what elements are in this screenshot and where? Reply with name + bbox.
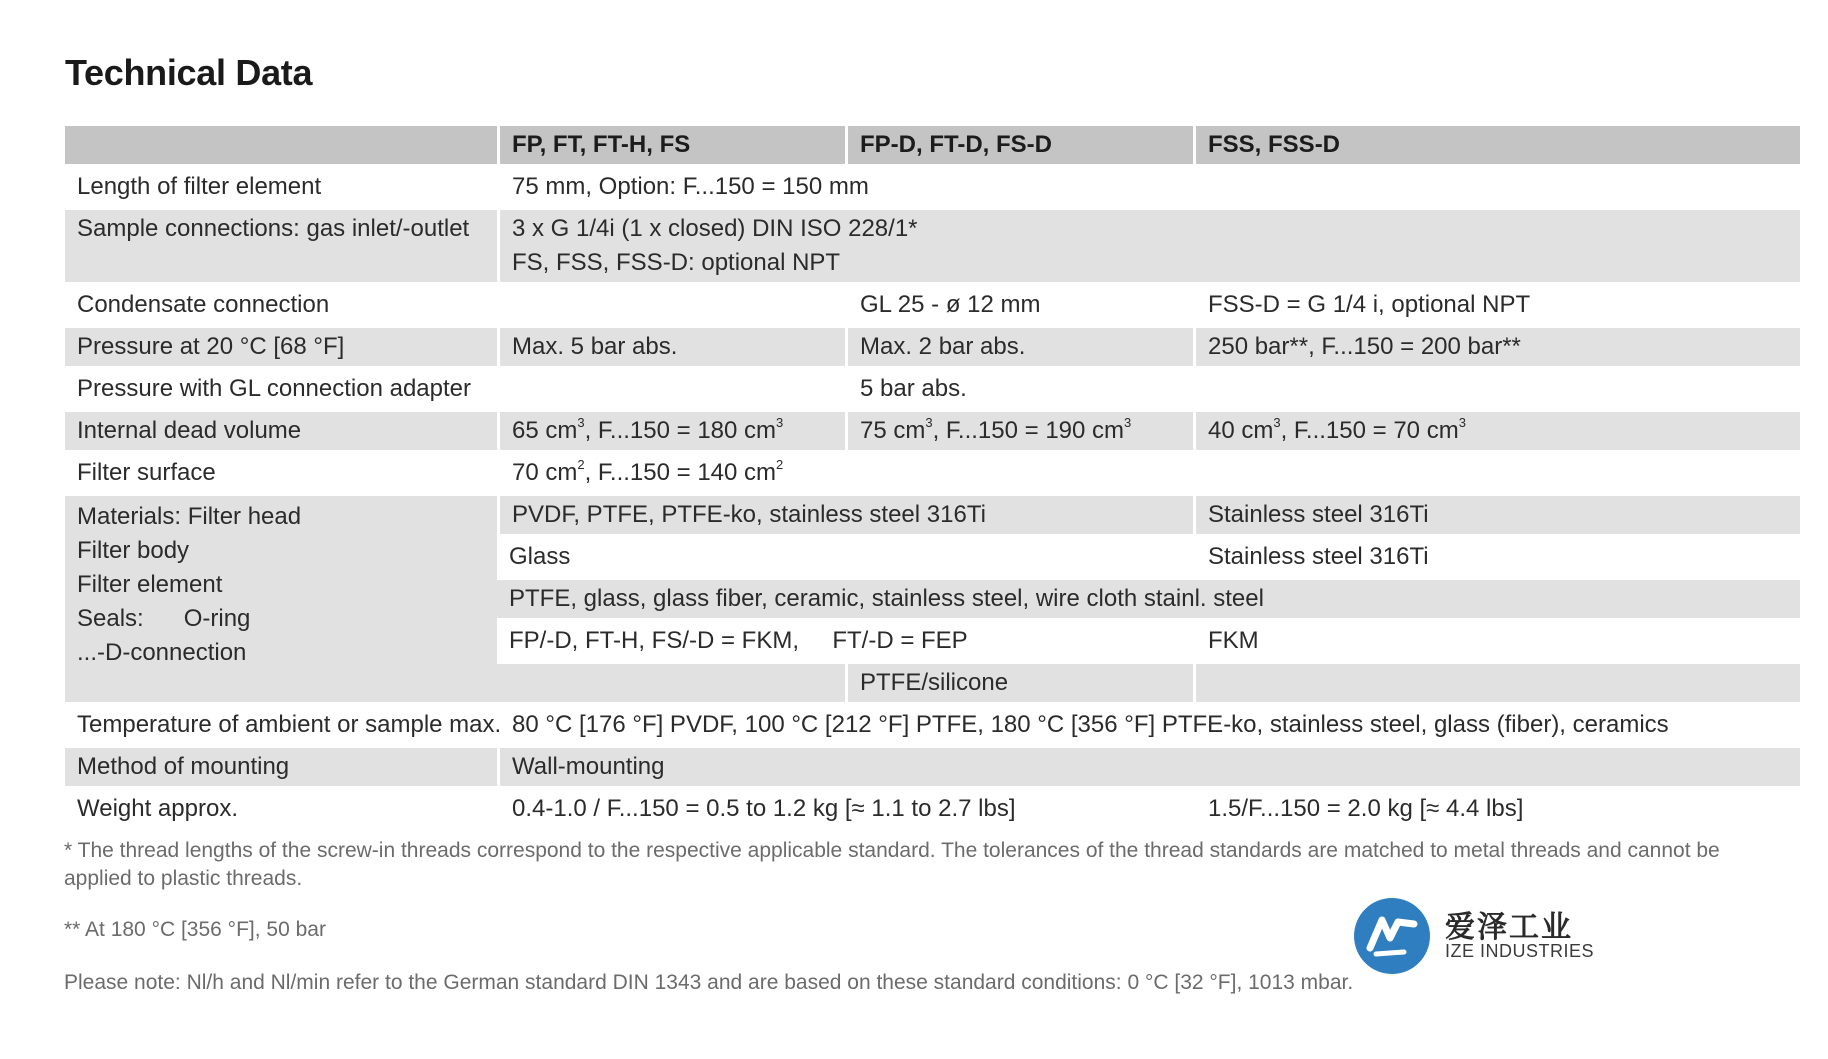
val-part: , F...150 = 140 cm — [584, 459, 777, 486]
table-row — [65, 454, 1800, 492]
cell-value: Max. 5 bar abs. — [497, 328, 845, 366]
cell-value: Stainless steel 316Ti — [1193, 496, 1800, 534]
page-title: Technical Data — [65, 52, 313, 93]
cell-value — [497, 210, 1800, 282]
cell-line: FS, FSS, FSS-D: optional NPT — [512, 249, 841, 276]
table-row — [65, 210, 1800, 282]
cell-value: 0.4-1.0 / F...150 = 0.5 to 1.2 kg [≈ 1.1 to 2.7 lbs] — [497, 790, 1193, 828]
logo-english-text: IZE INDUSTRIES — [1445, 941, 1595, 961]
superscript: 3 — [1124, 415, 1132, 430]
table-row — [65, 168, 1800, 206]
row-label: Length of filter element — [65, 168, 497, 206]
cell-value: Max. 2 bar abs. — [845, 328, 1193, 366]
cell-value: GL 25 - ø 12 mm — [845, 286, 1193, 324]
val-part: 65 cm — [512, 417, 578, 444]
superscript: 3 — [1458, 415, 1466, 430]
label-line: Filter element — [77, 571, 223, 598]
table-row — [65, 706, 1800, 744]
row-label-materials — [65, 496, 497, 702]
val-part: , F...150 = 70 cm — [1280, 417, 1459, 444]
footnote-thread — [64, 837, 1764, 893]
cell-value — [1193, 412, 1800, 450]
cell-value — [497, 454, 1800, 492]
header-col-fp-d: FP-D, FT-D, FS-D — [845, 126, 1193, 164]
cell-empty — [497, 664, 845, 702]
table-header-row — [65, 126, 1800, 164]
table-row — [65, 412, 1800, 450]
footnote-thread-text: * The thread lengths of the screw-in threads correspond to the respective applicable standard. The tolerances of the thread standards are matched to metal threads and cannot be applied to plastic threads. — [64, 839, 1720, 890]
row-label: Pressure at 20 °C [68 °F] — [65, 328, 497, 366]
header-empty — [65, 126, 497, 164]
header-col-fp: FP, FT, FT-H, FS — [497, 126, 845, 164]
cell-line: 3 x G 1/4i (1 x closed) DIN ISO 228/1* — [512, 215, 918, 242]
table-row — [65, 748, 1800, 786]
row-label: Method of mounting — [65, 748, 497, 786]
label-oring: O-ring — [183, 605, 251, 632]
val-part: , F...150 = 190 cm — [932, 417, 1125, 444]
header-col-fss: FSS, FSS-D — [1193, 126, 1800, 164]
cell-empty — [1193, 664, 1800, 702]
cell-value: PTFE/silicone — [845, 664, 1193, 702]
label-line: Materials: Filter head — [77, 503, 302, 530]
row-label: Condensate connection — [65, 286, 497, 324]
cell-value: FSS-D = G 1/4 i, optional NPT — [1193, 286, 1800, 324]
cell-value: Wall-mounting — [497, 748, 1800, 786]
label-line — [77, 602, 485, 636]
val-part: 40 cm — [1208, 417, 1274, 444]
superscript: 3 — [776, 415, 784, 430]
row-label: Filter surface — [65, 454, 497, 492]
label-line: ...-D-connection — [77, 639, 247, 666]
cell-value: 250 bar**, F...150 = 200 bar** — [1193, 328, 1800, 366]
superscript: 3 — [577, 415, 585, 430]
val-part: , F...150 = 180 cm — [584, 417, 777, 444]
table-row — [65, 370, 1800, 408]
cell-value: 75 mm, Option: F...150 = 150 mm — [497, 168, 1800, 206]
cell-value — [497, 286, 845, 324]
technical-data-table — [65, 126, 1800, 832]
superscript: 3 — [925, 415, 933, 430]
label-seals: Seals: — [77, 605, 144, 632]
superscript: 2 — [776, 457, 784, 472]
val-part: 75 cm — [860, 417, 926, 444]
row-label: Internal dead volume — [65, 412, 497, 450]
superscript: 3 — [1273, 415, 1281, 430]
cell-value: 80 °C [176 °F] PVDF, 100 °C [212 °F] PTFE, 180 °C [356 °F] PTFE-ko, stainless steel, glass (fiber), ceramics — [497, 706, 1800, 744]
cell-value: Glass — [497, 538, 1193, 576]
footnote-bar: ** At 180 °C [356 °F], 50 bar — [64, 918, 326, 941]
company-logo — [1352, 896, 1622, 986]
row-label: Sample connections: gas inlet/-outlet — [65, 210, 497, 282]
logo-chinese-text: 爱泽工业 — [1445, 911, 1573, 944]
cell-value: 5 bar abs. — [845, 370, 1800, 408]
cell-value: 1.5/F...150 = 2.0 kg [≈ 4.4 lbs] — [1193, 790, 1800, 828]
label-line: Filter body — [77, 537, 190, 564]
ize-logo-icon — [1352, 896, 1432, 976]
superscript: 2 — [577, 457, 585, 472]
cell-value: FP/-D, FT-H, FS/-D = FKM, FT/-D = FEP — [497, 622, 1193, 660]
cell-empty — [497, 370, 845, 408]
cell-value: Stainless steel 316Ti — [1193, 538, 1800, 576]
table-row — [65, 328, 1800, 366]
cell-value — [497, 412, 845, 450]
table-row — [65, 286, 1800, 324]
row-label: Temperature of ambient or sample max. — [65, 706, 497, 744]
cell-value: PTFE, glass, glass fiber, ceramic, stainless steel, wire cloth stainl. steel — [497, 580, 1800, 618]
table-row — [65, 496, 1800, 534]
row-label: Pressure with GL connection adapter — [65, 370, 497, 408]
val-part: 70 cm — [512, 459, 578, 486]
table-row — [65, 790, 1800, 828]
footnote-please-note: Please note: Nl/h and Nl/min refer to the German standard DIN 1343 and are based on these standard conditions: 0 °C [32 °F], 1013 mbar. — [64, 971, 1354, 994]
cell-value — [845, 412, 1193, 450]
row-label: Weight approx. — [65, 790, 497, 828]
cell-value: PVDF, PTFE, PTFE-ko, stainless steel 316Ti — [497, 496, 1193, 534]
cell-value: FKM — [1193, 622, 1800, 660]
